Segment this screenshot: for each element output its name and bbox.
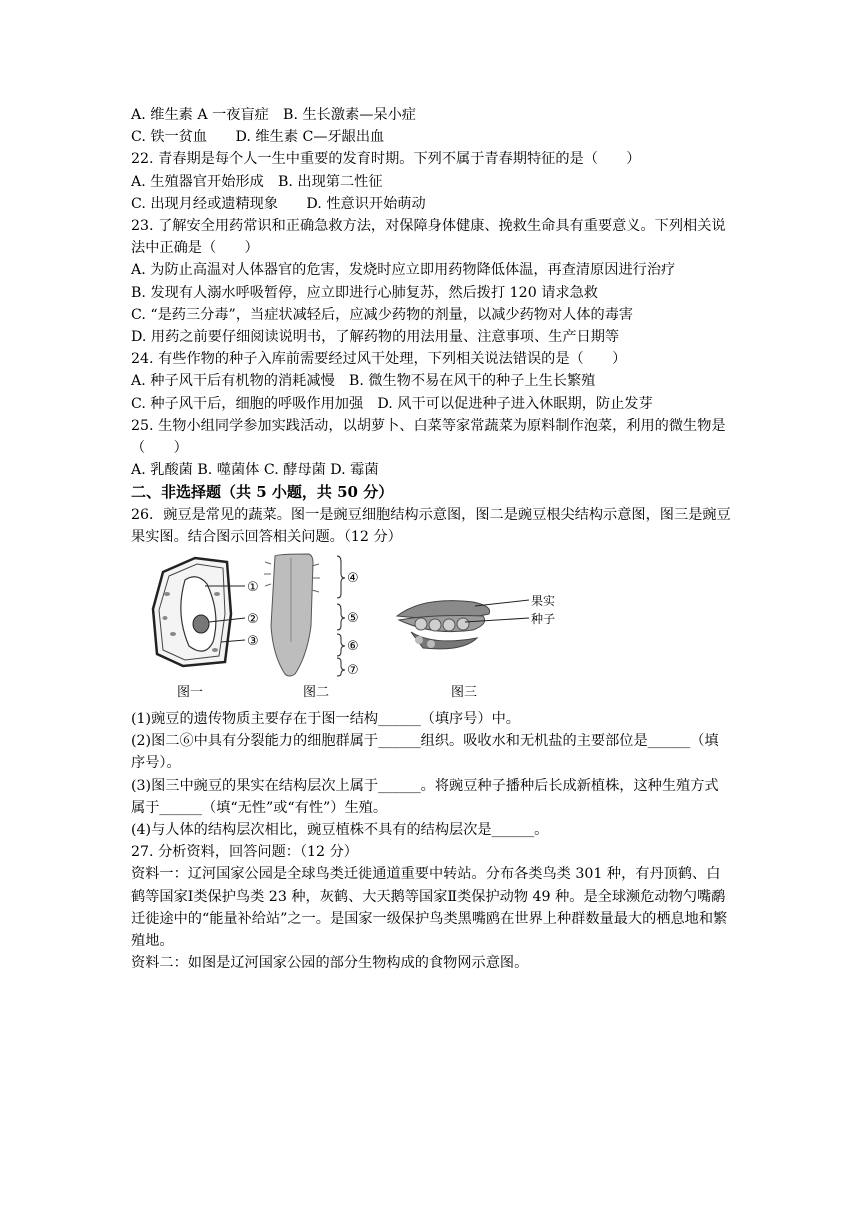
figure-3-caption: 图三 — [451, 685, 478, 701]
q26-sub1: (1)豌豆的遗传物质主要存在于图一结构______（填序号）中。 — [131, 711, 520, 728]
fig2-mark-6: ⑥ — [347, 639, 359, 655]
figure-3-pea-pods — [393, 588, 563, 658]
q21-options-cd: C. 铁一贫血 D. 维生素 C—牙龈出血 — [131, 129, 385, 146]
q21-options-ab: A. 维生素 A 一夜盲症 B. 生长激素—呆小症 — [131, 107, 416, 123]
fig2-mark-4: ④ — [347, 571, 359, 587]
figure-1-caption: 图一 — [177, 685, 204, 701]
fig1-mark-1: ① — [247, 580, 259, 596]
fig3-label-seed: 种子 — [531, 612, 556, 627]
q27-stem: 27. 分析资料，回答问题：（12 分） — [131, 844, 358, 861]
q23-option-d: D. 用药之前要仔细阅读说明书，了解药物的用法用量、注意事项、生产日期等 — [131, 329, 620, 346]
q26-sub4: (4)与人体的结构层次相比，豌豆植株不具有的结构层次是______。 — [131, 822, 549, 839]
fig1-mark-3: ③ — [247, 634, 259, 650]
q23-option-a: A. 为防止高温对人体器官的危害，发烧时应立即用药物降低体温，再查清原因进行治疗 — [131, 262, 676, 279]
fig2-mark-5: ⑤ — [347, 611, 359, 627]
q23-option-c: C. “是药三分毒”，当症状减轻后，应减少药物的剂量，以减少药物对人体的毒害 — [131, 306, 634, 323]
q25-stem: 25. 生物小组同学参加实践活动，以胡萝卜、白菜等家常蔬菜为原料制作泡菜，利用的微生物是（ ） — [131, 417, 726, 457]
figure-2-root-tip — [263, 552, 373, 680]
fig3-label-fruit: 果实 — [531, 594, 556, 609]
q27-material-1: 资料一：辽河国家公园是全球鸟类迁徙通道重要中转站。分布各类鸟类 301 种，有丹顶鹤、白鹤等国家Ⅰ类保护鸟类 23 种，灰鹤、大天鹅等国家Ⅱ类保护动物 49 种。是全球濒危动物勺嘴鹬迁徙途中的“能量补给站”之一。是国家一级保护鸟类黑嘴鸥在世界上种群数量最大的栖息地和繁殖地。 — [131, 866, 728, 950]
q24-stem: 24. 有些作物的种子入库前需要经过风干处理，下列相关说法错误的是（ ） — [131, 351, 627, 368]
q23-stem: 23. 了解安全用药常识和正确急救方法，对保障身体健康、挽救生命具有重要意义。下列相关说法中正确是（ ） — [131, 218, 726, 257]
q26-figures — [131, 552, 731, 702]
q22-stem: 22. 青春期是每个人一生中重要的发育时期。下列不属于青春期特征的是（ ） — [131, 151, 641, 168]
q26-sub2: (2)图二⑥中具有分裂能力的细胞群属于______组织。吸收水和无机盐的主要部位是______（填序号）。 — [131, 733, 719, 772]
q26-sub3: (3)图三中豌豆的果实在结构层次上属于______。将豌豆种子播种后长成新植株，这种生殖方式属于______（填“无性”或“有性”）生殖。 — [131, 777, 719, 816]
q22-options-cd: C. 出现月经或遗精现象 D. 性意识开始萌动 — [131, 195, 426, 212]
figure-1-plant-cell — [145, 554, 275, 672]
figure-2-caption: 图二 — [303, 685, 330, 701]
q26-stem: 26．豌豆是常见的蔬菜。图一是豌豆细胞结构示意图，图二是豌豆根尖结构示意图，图三是豌豆果实图。结合图示回答相关问题。（12 分） — [131, 506, 731, 545]
q23-option-b: B. 发现有人溺水呼吸暂停，应立即进行心肺复苏，然后拨打 120 请求急救 — [131, 284, 598, 301]
q27-material-2: 资料二：如图是辽河国家公园的部分生物构成的食物网示意图。 — [131, 955, 529, 972]
q24-options-ab: A. 种子风干后有机物的消耗减慢 B. 微生物不易在风干的种子上生长繁殖 — [131, 373, 596, 390]
page-content — [131, 104, 731, 975]
q25-options: A. 乳酸菌 B. 噬菌体 C. 酵母菌 D. 霉菌 — [131, 462, 379, 479]
q24-options-cd: C. 种子风干后，细胞的呼吸作用加强 D. 风干可以促进种子进入休眠期，防止发芽 — [131, 395, 653, 412]
fig2-mark-7: ⑦ — [347, 663, 359, 679]
section-title: 二、非选择题（共 5 小题，共 50 分） — [131, 483, 394, 502]
fig1-mark-2: ② — [247, 612, 259, 628]
q22-options-ab: A. 生殖器官开始形成 B. 出现第二性征 — [131, 173, 383, 190]
